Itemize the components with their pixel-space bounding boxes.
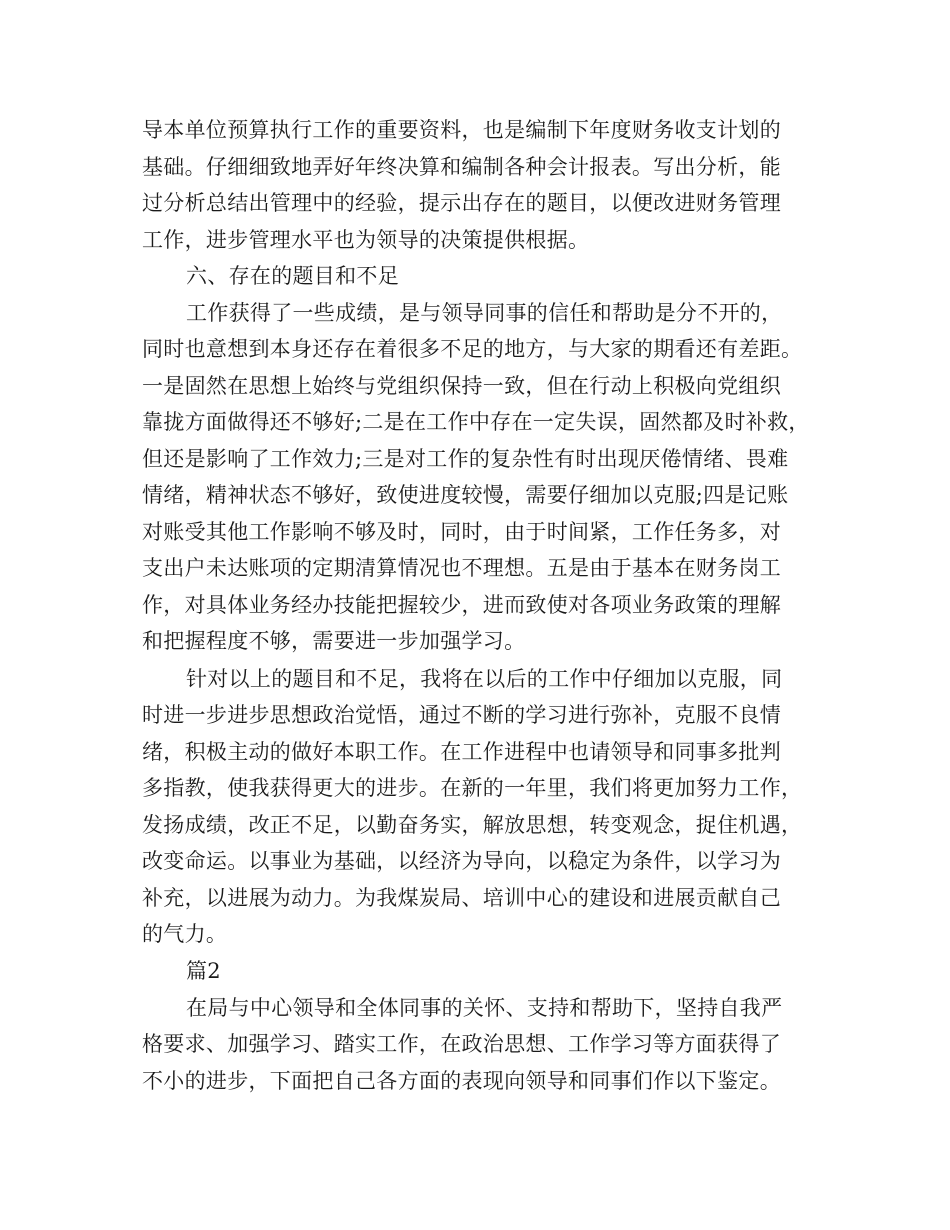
text-line: 在局与中心领导和全体同事的关怀、支持和帮助下，坚持自我严 (186, 996, 783, 1020)
text-line: 的气力。 (142, 922, 228, 946)
text-line: 过分析总结出管理中的经验，提示出存在的题目，以便改进财务管理 (142, 191, 781, 215)
section-heading: 六、存在的题目和不足 (186, 264, 399, 288)
text-line: 基础。仔细细致地弄好年终决算和编制各种会计报表。写出分析，能 (142, 155, 781, 179)
text-line: 补充，以进展为动力。为我煤炭局、培训中心的建设和进展贡献自己 (142, 886, 781, 910)
text-line: 情绪，精神状态不够好，致使进度较慢，需要仔细加以克服;四是记账 (142, 483, 789, 507)
text-line: 对账受其他工作影响不够及时，同时，由于时间紧，工作任务多，对 (142, 520, 781, 544)
text-line: 不小的进步，下面把自己各方面的表现向领导和同事们作以下鉴定。 (142, 1069, 781, 1093)
text-line: 改变命运。以事业为基础，以经济为导向，以稳定为条件，以学习为 (142, 849, 781, 873)
text-line: 但还是影响了工作效力;三是对工作的复杂性有时出现厌倦情绪、畏难 (142, 447, 789, 471)
text-line: 针对以上的题目和不足，我将在以后的工作中仔细加以克服，同 (186, 667, 783, 691)
text-line: 格要求、加强学习、踏实工作，在政治思想、工作学习等方面获得了 (142, 1032, 781, 1056)
text-line: 发扬成绩，改正不足，以勤奋务实，解放思想，转变观念，捉住机遇， (142, 813, 803, 837)
text-line: 同时也意想到本身还存在着很多不足的地方，与大家的期看还有差距。 (142, 337, 803, 361)
text-line: 支出户未达账项的定期清算情况也不理想。五是由于基本在财务岗工 (142, 556, 781, 580)
text-line: 绪，积极主动的做好本职工作。在工作进程中也请领导和同事多批判 (142, 740, 781, 764)
text-line: 一是固然在思想上始终与党组织保持一致，但在行动上积极向党组织 (142, 374, 781, 398)
text-line: 工作，进步管理水平也为领导的决策提供根据。 (142, 228, 590, 252)
text-line: 多指教，使我获得更大的进步。在新的一年里，我们将更加努力工作， (142, 776, 803, 800)
text-line: 工作获得了一些成绩，是与领导同事的信任和帮助是分不开的， (186, 301, 783, 325)
text-line: 和把握程度不够，需要进一步加强学习。 (142, 629, 526, 653)
text-line: 作，对具体业务经办技能把握较少，进而致使对各项业务政策的理解 (142, 593, 781, 617)
text-line: 靠拢方面做得还不够好;二是在工作中存在一定失误，固然都及时补救， (142, 410, 810, 434)
text-line: 时进一步进步思想政治觉悟，通过不断的学习进行弥补，克服不良情 (142, 703, 781, 727)
text-line: 导本单位预算执行工作的重要资料，也是编制下年度财务收支计划的 (142, 118, 781, 142)
section-heading: 篇2 (186, 959, 221, 983)
